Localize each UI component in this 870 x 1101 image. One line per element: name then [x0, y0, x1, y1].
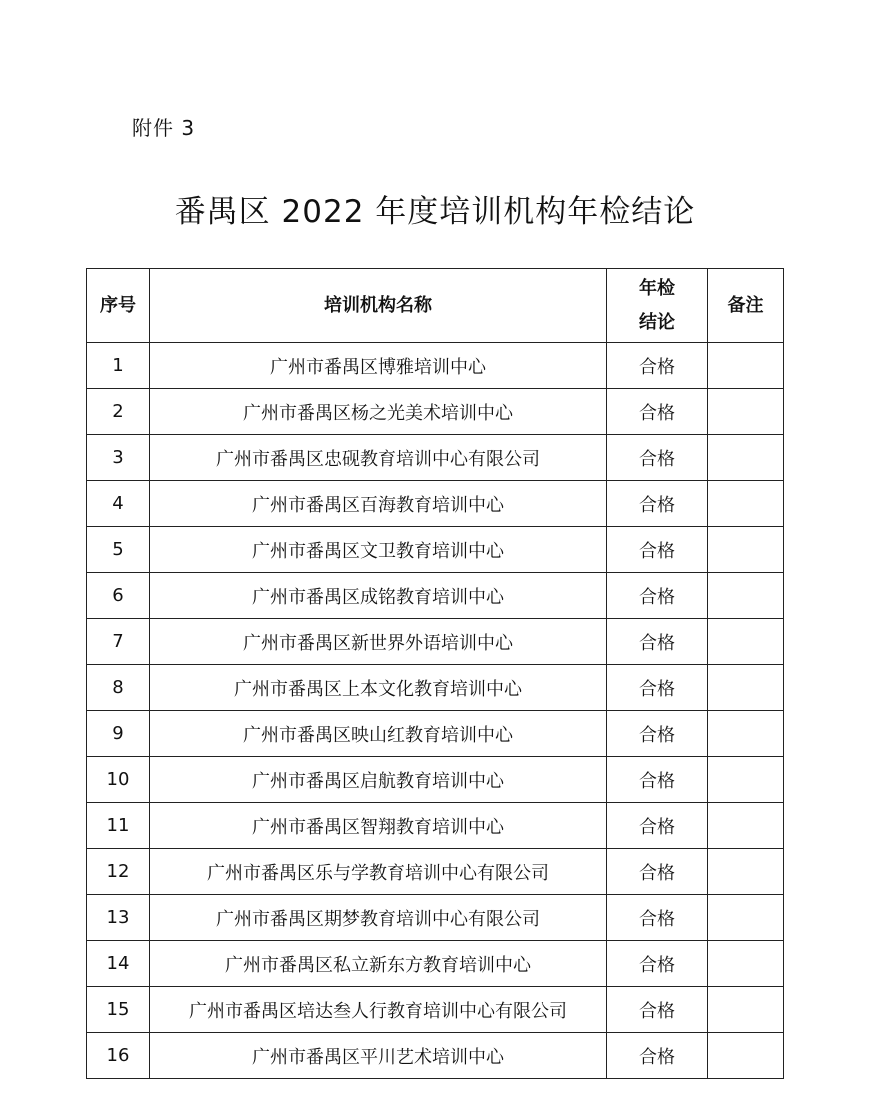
header-institution-name: 培训机构名称 [150, 269, 607, 343]
cell-remarks [708, 619, 784, 665]
cell-inspection-result: 合格 [607, 573, 708, 619]
table-row [87, 619, 784, 665]
cell-inspection-result: 合格 [607, 343, 708, 389]
table-row [87, 803, 784, 849]
cell-institution-name: 广州市番禺区文卫教育培训中心 [150, 527, 607, 573]
table-row [87, 987, 784, 1033]
cell-serial-number: 2 [87, 389, 150, 435]
cell-remarks [708, 757, 784, 803]
cell-remarks [708, 665, 784, 711]
table-row [87, 941, 784, 987]
document-title: 番禺区 2022 年度培训机构年检结论 [174, 194, 696, 230]
cell-serial-number: 9 [87, 711, 150, 757]
cell-remarks [708, 343, 784, 389]
cell-serial-number: 10 [87, 757, 150, 803]
cell-serial-number: 12 [87, 849, 150, 895]
table-row [87, 711, 784, 757]
cell-inspection-result: 合格 [607, 987, 708, 1033]
inspection-results-table [86, 268, 784, 1079]
cell-inspection-result: 合格 [607, 803, 708, 849]
cell-institution-name: 广州市番禺区培达叁人行教育培训中心有限公司 [150, 987, 607, 1033]
cell-inspection-result: 合格 [607, 527, 708, 573]
cell-serial-number: 8 [87, 665, 150, 711]
table-row [87, 573, 784, 619]
cell-institution-name: 广州市番禺区百海教育培训中心 [150, 481, 607, 527]
cell-institution-name: 广州市番禺区期梦教育培训中心有限公司 [150, 895, 607, 941]
header-serial-number: 序号 [87, 269, 150, 343]
cell-institution-name: 广州市番禺区杨之光美术培训中心 [150, 389, 607, 435]
table-row [87, 757, 784, 803]
table-row [87, 527, 784, 573]
table-row [87, 343, 784, 389]
cell-remarks [708, 481, 784, 527]
table-row [87, 665, 784, 711]
table-row [87, 435, 784, 481]
cell-inspection-result: 合格 [607, 941, 708, 987]
cell-institution-name: 广州市番禺区映山红教育培训中心 [150, 711, 607, 757]
table-row [87, 1033, 784, 1079]
cell-serial-number: 4 [87, 481, 150, 527]
cell-serial-number: 14 [87, 941, 150, 987]
cell-remarks [708, 895, 784, 941]
table-header-row [87, 269, 784, 343]
cell-remarks [708, 987, 784, 1033]
cell-remarks [708, 573, 784, 619]
cell-serial-number: 15 [87, 987, 150, 1033]
cell-serial-number: 13 [87, 895, 150, 941]
cell-serial-number: 5 [87, 527, 150, 573]
table-row [87, 481, 784, 527]
cell-inspection-result: 合格 [607, 757, 708, 803]
cell-serial-number: 1 [87, 343, 150, 389]
cell-remarks [708, 711, 784, 757]
cell-remarks [708, 803, 784, 849]
cell-inspection-result: 合格 [607, 711, 708, 757]
cell-remarks [708, 435, 784, 481]
cell-remarks [708, 941, 784, 987]
cell-institution-name: 广州市番禺区忠砚教育培训中心有限公司 [150, 435, 607, 481]
table-row [87, 389, 784, 435]
cell-institution-name: 广州市番禺区博雅培训中心 [150, 343, 607, 389]
header-inspection-result-text: 年检结论 [639, 277, 675, 333]
table-row [87, 895, 784, 941]
cell-institution-name: 广州市番禺区启航教育培训中心 [150, 757, 607, 803]
cell-remarks [708, 527, 784, 573]
cell-serial-number: 11 [87, 803, 150, 849]
table-body [87, 343, 784, 1079]
cell-serial-number: 16 [87, 1033, 150, 1079]
cell-institution-name: 广州市番禺区新世界外语培训中心 [150, 619, 607, 665]
cell-inspection-result: 合格 [607, 849, 708, 895]
cell-institution-name: 广州市番禺区乐与学教育培训中心有限公司 [150, 849, 607, 895]
table-row [87, 849, 784, 895]
cell-inspection-result: 合格 [607, 435, 708, 481]
cell-institution-name: 广州市番禺区智翔教育培训中心 [150, 803, 607, 849]
cell-institution-name: 广州市番禺区上本文化教育培训中心 [150, 665, 607, 711]
cell-serial-number: 7 [87, 619, 150, 665]
cell-inspection-result: 合格 [607, 895, 708, 941]
header-remarks: 备注 [708, 269, 784, 343]
cell-remarks [708, 849, 784, 895]
cell-serial-number: 3 [87, 435, 150, 481]
cell-institution-name: 广州市番禺区私立新东方教育培训中心 [150, 941, 607, 987]
cell-inspection-result: 合格 [607, 389, 708, 435]
cell-remarks [708, 1033, 784, 1079]
cell-remarks [708, 389, 784, 435]
cell-inspection-result: 合格 [607, 481, 708, 527]
header-inspection-result [607, 269, 708, 343]
cell-inspection-result: 合格 [607, 665, 708, 711]
cell-institution-name: 广州市番禺区成铭教育培训中心 [150, 573, 607, 619]
cell-serial-number: 6 [87, 573, 150, 619]
attachment-label: 附件 3 [132, 116, 196, 140]
cell-institution-name: 广州市番禺区平川艺术培训中心 [150, 1033, 607, 1079]
cell-inspection-result: 合格 [607, 619, 708, 665]
cell-inspection-result: 合格 [607, 1033, 708, 1079]
